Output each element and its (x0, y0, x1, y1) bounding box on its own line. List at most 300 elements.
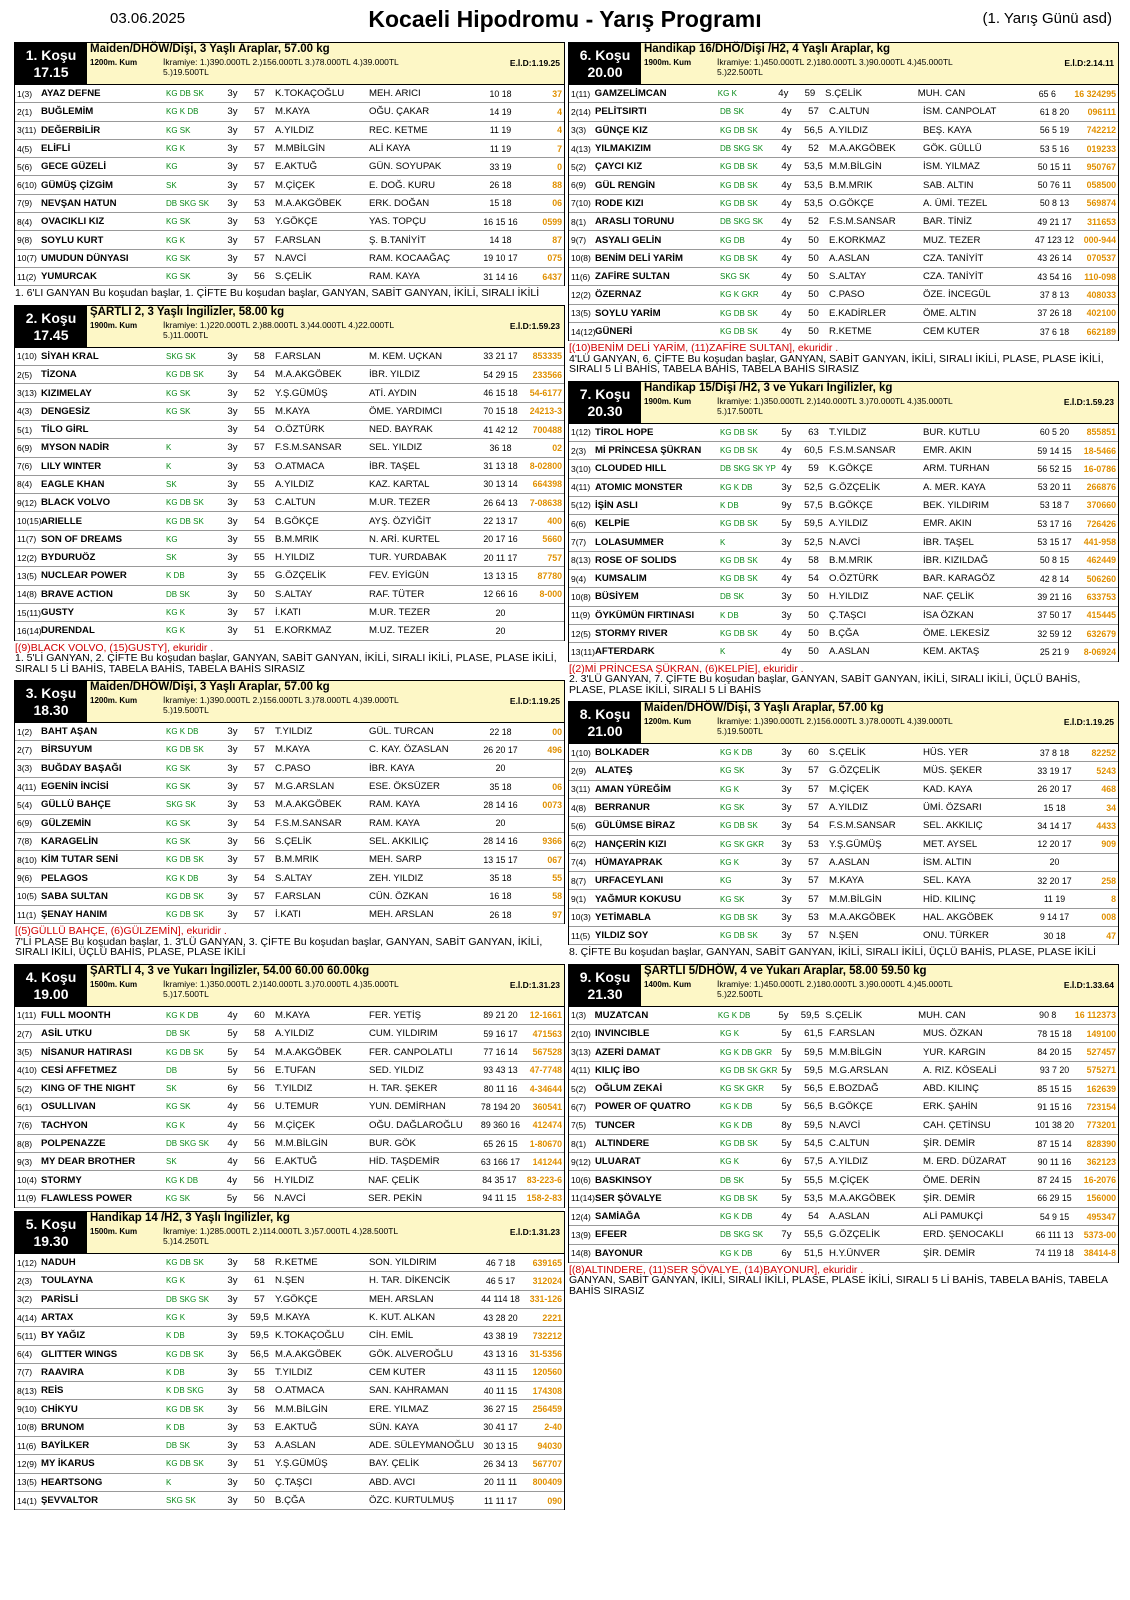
horse-name: GÜNÇE KIZ (595, 124, 648, 136)
trainer: MUZ. TEZER (923, 234, 981, 246)
trainer: REC. KETME (369, 124, 428, 136)
trainer: ÖME. YARDIMCI (369, 405, 443, 417)
horse-name: KİM TUTAR SENİ (41, 854, 119, 866)
runner-row (569, 195, 1118, 213)
equipment: K DB (166, 1331, 185, 1341)
start-number: 7(8) (17, 836, 33, 847)
runner-row (15, 1025, 564, 1043)
runner-row (15, 1190, 564, 1208)
trainer: ERE. YILMAZ (369, 1403, 429, 1415)
start-number: 1(12) (571, 427, 591, 438)
start-number: 11(1) (17, 909, 37, 920)
form: 53 15 17 (1037, 537, 1072, 548)
jockey: H.Y.ÜNVER (829, 1247, 881, 1259)
runner-row (15, 231, 564, 249)
horse-name: BENİM DELİ YARİM (595, 252, 683, 264)
runner-row (15, 122, 564, 140)
horse-name: KELPİE (595, 518, 630, 530)
weight: 55 (254, 552, 265, 564)
form: 11 11 17 (484, 1495, 517, 1506)
trainer: M.UR. TEZER (369, 607, 431, 619)
horse-age: 3y (227, 460, 238, 472)
last-runs: 149100 (1086, 1028, 1116, 1039)
horse-name: FULL MOONTH (41, 1009, 111, 1021)
last-runs: 008 (1101, 912, 1116, 923)
start-number: 2(3) (571, 445, 587, 456)
horse-name: ARIELLE (41, 515, 83, 527)
form: 11 19 (489, 143, 512, 154)
trainer: H. TAR. ŞEKER (369, 1083, 438, 1095)
weight: 50 (808, 252, 819, 264)
equipment: KG K DB (720, 1212, 753, 1222)
horse-age: 3y (227, 533, 238, 545)
prize-line-5: 5.)17.500TL (717, 405, 763, 416)
weight: 54 (254, 817, 265, 829)
equipment: K DB (166, 1422, 185, 1432)
horse-name: GÜMÜŞ ÇİZGİM (41, 179, 113, 191)
start-number: 3(11) (571, 784, 591, 795)
ekuri-note: [(8)ALTINDERE, (11)SER ŞÖVALYE, (14)BAYONUR], ekuridir . (569, 1263, 864, 1276)
last-runs: 723154 (1086, 1101, 1116, 1112)
horse-name: BRAVE ACTION (41, 588, 113, 600)
form: 66 29 15 (1037, 1193, 1072, 1204)
runner-row (15, 158, 564, 176)
form: 50 8 15 (1039, 555, 1070, 566)
jockey: S.ALTAY (829, 271, 867, 283)
race-record: E.İ.D:1.33.64 (1063, 979, 1114, 990)
prize-line: İkramiye: 1.)450.000TL 2.)180.000TL 3.)90.000TL 4.)45.000TL (717, 57, 953, 67)
weight: 59,5 (800, 1009, 820, 1021)
form: 84 35 17 (482, 1175, 517, 1186)
race-header (568, 42, 1119, 85)
weight: 57 (254, 143, 265, 155)
equipment: KG SK (720, 766, 745, 776)
form: 42 8 14 (1039, 573, 1070, 584)
horse-name: FLAWLESS POWER (40, 1192, 133, 1204)
trainer: NAF. ÇELİK (368, 1174, 420, 1186)
equipment: KG K DB (166, 1010, 199, 1020)
weight: 56 (254, 1083, 265, 1095)
form: 77 16 14 (483, 1047, 518, 1058)
equipment: KG DB SK (720, 821, 758, 831)
runners-table (14, 1254, 565, 1510)
horse-name: AZERİ DAMAT (595, 1046, 661, 1058)
start-number: 1(2) (17, 726, 33, 737)
horse-name: MY İKARUS (41, 1458, 95, 1470)
race-note (568, 341, 1119, 380)
last-runs: 462449 (1086, 555, 1116, 566)
runner-row (15, 778, 564, 796)
horse-name: EFEER (595, 1229, 627, 1241)
last-runs: 075 (547, 253, 562, 264)
start-number: 8(8) (17, 1138, 33, 1149)
last-runs: 5373-00 (1083, 1229, 1116, 1240)
weight: 56 (254, 1119, 265, 1131)
form: 65 26 15 (483, 1138, 518, 1149)
start-number: 6(4) (17, 1349, 33, 1360)
horse-age: 3y (227, 552, 238, 564)
horse-name: BUĞLEMİM (41, 106, 94, 118)
runner-row (15, 1291, 564, 1309)
trainer: RAM. KAYA (369, 799, 420, 811)
race-time: 17.15 (33, 64, 69, 80)
start-number: 5(6) (571, 820, 587, 831)
equipment: KG DB SK (166, 855, 204, 865)
runner-row (15, 213, 564, 231)
horse-age: 3y (781, 893, 792, 905)
horse-age: 3y (227, 424, 238, 436)
trainer: BUR. KUTLU (923, 426, 981, 438)
horse-name: REİS (41, 1385, 64, 1397)
equipment: DB SKG SK (166, 198, 210, 208)
jockey: A.ASLAN (829, 1211, 870, 1223)
horse-age: 5y (778, 1009, 789, 1021)
equipment: KG DB SK (166, 370, 204, 380)
page-title: Kocaeli Hipodromu - Yarış Programı (368, 6, 762, 32)
race-prize (163, 695, 399, 715)
horse-age: 4y (781, 197, 792, 209)
horse-name: TİROL HOPE (595, 426, 654, 438)
weight: 57 (808, 802, 819, 814)
horse-age: 5y (781, 1083, 792, 1095)
jockey: T.YILDIZ (275, 1366, 313, 1378)
horse-name: SON OF DREAMS (41, 533, 123, 545)
runner-row (15, 494, 564, 512)
equipment: K (166, 1477, 172, 1487)
form: 44 114 18 (481, 1294, 520, 1305)
equipment: KG K DB (166, 727, 199, 737)
last-runs: 06 (552, 198, 562, 209)
runner-row (569, 1245, 1118, 1263)
jockey: M.A.AKGÖBEK (275, 1046, 342, 1058)
jockey: F.ARSLAN (275, 350, 321, 362)
trainer: GÖK. ALVEROĞLU (369, 1348, 454, 1360)
start-number: 8(1) (571, 1138, 587, 1149)
runner-row (569, 854, 1118, 872)
runner-row (15, 760, 564, 778)
last-runs: 4433 (1096, 820, 1116, 831)
jockey: O.ÖZTÜRK (829, 573, 879, 585)
form: 89 360 16 (480, 1120, 521, 1131)
last-runs: 8-02800 (529, 461, 562, 472)
start-number: 13(5) (17, 570, 37, 581)
jockey: Y.GÖKÇE (275, 216, 318, 228)
race-header (14, 42, 565, 85)
equipment: KG K (717, 89, 737, 99)
race-day-label: (1. Yarış Günü asd) (982, 10, 1112, 27)
weight: 51,5 (804, 1247, 823, 1259)
race-prize (163, 320, 394, 340)
horse-name: BAYİLKER (41, 1440, 90, 1452)
weight: 57 (254, 1293, 265, 1305)
jockey: F.ARSLAN (829, 1028, 875, 1040)
runner-row (569, 1080, 1118, 1098)
start-number: 10(4) (17, 1175, 37, 1186)
equipment: DB SK (166, 1029, 191, 1039)
jockey: F.S.M.SANSAR (829, 445, 896, 457)
horse-name: YETİMABLA (595, 911, 651, 923)
trainer: CEM KUTER (369, 1366, 426, 1378)
jockey: F.S.M.SANSAR (275, 442, 342, 454)
horse-name: STORMY (40, 1174, 82, 1186)
runner-row (15, 1364, 564, 1382)
trainer: ÖME. DERİN (923, 1174, 981, 1186)
form: 43 13 16 (483, 1349, 518, 1360)
last-runs: 496 (547, 744, 562, 755)
last-runs: 162639 (1086, 1083, 1116, 1094)
runner-row (15, 1455, 564, 1473)
trainer: YUN. DEMİRHAN (369, 1101, 446, 1113)
runner-row (569, 909, 1118, 927)
runner-row (15, 604, 564, 622)
race-number: 3. Koşu (25, 685, 77, 702)
horse-name: KUMSALIM (595, 573, 647, 585)
last-runs: 639165 (532, 1257, 562, 1268)
equipment: DB SKG SK (166, 1139, 210, 1148)
jockey: E.BOZDAĞ (829, 1083, 879, 1095)
race-distance: 1900m. Kum (644, 58, 692, 67)
start-number: 10(6) (571, 1175, 591, 1186)
runner-row (15, 586, 564, 604)
form: 11 19 (489, 125, 512, 136)
last-runs: 02 (552, 442, 562, 453)
last-runs: 58 (552, 891, 562, 902)
form: 30 13 15 (483, 1440, 518, 1451)
runner-row (15, 851, 564, 869)
weight: 54 (254, 1046, 265, 1058)
start-number: 2(1) (17, 106, 33, 117)
jockey: M.ÇİÇEK (829, 783, 869, 795)
horse-age: 3y (227, 1275, 238, 1287)
form: 26 18 (489, 909, 512, 920)
race-number: 2. Koşu (25, 309, 77, 326)
horse-age: 4y (781, 554, 792, 566)
form: 20 (495, 625, 506, 636)
last-runs: 506260 (1086, 573, 1116, 584)
last-runs: 0 (557, 161, 562, 172)
horse-age: 3y (227, 234, 238, 246)
form: 37 26 18 (1037, 308, 1072, 319)
equipment: KG K DB (166, 107, 199, 117)
weight: 50 (808, 289, 819, 301)
horse-age: 3y (227, 872, 238, 884)
start-number: 12(5) (571, 628, 591, 639)
runner-row (569, 305, 1118, 323)
form: 11 19 (1043, 894, 1066, 905)
start-number: 9(12) (17, 497, 37, 508)
trainer: BUR. GÖK (369, 1138, 416, 1149)
form: 14 19 (489, 106, 512, 117)
jockey: M.A.AKGÖBEK (829, 143, 896, 155)
start-number: 11(9) (571, 610, 591, 621)
horse-name: EGENİN İNCİSİ (41, 781, 109, 793)
equipment: KG DB SK (720, 327, 758, 336)
form: 20 (495, 763, 506, 774)
last-runs: 97 (552, 909, 562, 920)
horse-name: PARİSLİ (41, 1293, 79, 1305)
last-runs: 94030 (537, 1440, 562, 1451)
horse-name: BERRANUR (595, 802, 650, 814)
jockey: Y.Ş.GÜMÜŞ (275, 387, 328, 399)
trainer: A. ÜMİ. TEZEL (923, 197, 988, 209)
equipment: KG SK (166, 125, 191, 135)
weight: 57 (808, 783, 819, 795)
jockey: B.M.MRIK (829, 179, 873, 191)
form: 50 8 13 (1039, 198, 1070, 209)
jockey: F.ARSLAN (275, 234, 321, 246)
runner-row (569, 1226, 1118, 1244)
form: 50 76 11 (1037, 180, 1072, 191)
jockey: E.TUFAN (275, 1064, 316, 1076)
trainer: CEM KUTER (923, 326, 980, 337)
jockey: M.M.BİLGİN (275, 1138, 328, 1149)
race-header (14, 305, 565, 348)
jockey: M.A.AKGÖBEK (829, 911, 896, 923)
start-number: 15(11) (17, 607, 41, 618)
weight: 55,5 (804, 1229, 823, 1241)
horse-age: 3y (781, 536, 792, 548)
form: 70 15 18 (483, 406, 518, 417)
last-runs: 16 112373 (1074, 1010, 1116, 1021)
horse-age: 4y (781, 307, 792, 319)
form: 54 9 15 (1039, 1211, 1070, 1222)
horse-name: SER ŞÖVALYE (595, 1192, 662, 1204)
start-number: 6(1) (17, 1101, 33, 1112)
horse-age: 4y (781, 1211, 792, 1223)
equipment: DB SKG SK (720, 144, 764, 154)
equipment: KG SK (166, 253, 191, 263)
jockey: B.M.MRIK (275, 533, 319, 545)
race-header (568, 381, 1119, 424)
start-number: 7(6) (17, 1120, 33, 1131)
runner-row (569, 1117, 1118, 1135)
horse-age: 3y (781, 591, 792, 603)
form: 26 64 13 (483, 497, 518, 508)
horse-age: 3y (227, 1440, 238, 1452)
race-block (568, 42, 1119, 380)
race-distance: 1200m. Kum (644, 717, 692, 727)
last-runs: 16-2076 (1083, 1175, 1116, 1186)
trainer: SEL. YILDIZ (369, 442, 423, 454)
race-note (568, 945, 1119, 963)
horse-name: ROSE OF SOLIDS (595, 554, 677, 566)
last-runs: 9366 (542, 836, 562, 847)
equipment: KG K DB (720, 482, 753, 492)
form: 25 21 9 (1039, 646, 1070, 657)
horse-name: NUCLEAR POWER (41, 570, 127, 582)
weight: 50 (254, 1476, 265, 1488)
horse-age: 7y (781, 1229, 792, 1241)
runner-row (15, 366, 564, 384)
jockey: M.ÇİÇEK (275, 1119, 315, 1131)
runner-row (15, 1043, 564, 1061)
last-runs: 000-944 (1083, 235, 1116, 246)
start-number: 6(9) (17, 442, 33, 453)
horse-name: SOYLU KURT (41, 234, 104, 246)
horse-name: AMAN YÜREĞİM (595, 783, 672, 795)
race-record: E.İ.D:1.59.23 (1063, 396, 1114, 407)
jockey: A.YILDIZ (829, 1156, 868, 1168)
last-runs: 16-0786 (1083, 463, 1116, 474)
jockey: M.KAYA (275, 405, 310, 417)
form: 16 18 (489, 891, 512, 902)
horse-age: 4y (781, 326, 792, 337)
horse-age: 4y (227, 1009, 238, 1021)
prize-line-5: 5.)22.500TL (717, 67, 763, 77)
trainer: ERK. ŞAHİN (923, 1101, 978, 1113)
runner-row (15, 103, 564, 121)
horse-name: ÖYKÜMÜN FIRTINASI (595, 609, 695, 621)
jockey: M.MBİLGİN (275, 143, 326, 155)
start-number: 8(10) (17, 854, 37, 865)
trainer: ÖME. ALTIN (923, 307, 977, 319)
horse-age: 3y (227, 909, 238, 921)
trainer: SER. PEKİN (368, 1192, 423, 1204)
race-number-box (15, 681, 87, 722)
weight: 52,5 (804, 481, 823, 493)
horse-age: 4y (781, 628, 792, 640)
last-runs: 82252 (1091, 747, 1116, 758)
form: 37 50 17 (1037, 610, 1072, 621)
form: 28 14 16 (483, 836, 518, 847)
horse-name: ŞEVVALTOR (41, 1495, 99, 1507)
weight: 50 (808, 271, 819, 283)
trainer: EMR. AKIN (923, 518, 972, 530)
start-number: 6(7) (571, 1101, 587, 1112)
horse-age: 3y (227, 369, 238, 381)
horse-age: 3y (781, 747, 792, 759)
horse-name: OĞLUM ZEKAİ (595, 1083, 663, 1095)
race-number-box (15, 306, 87, 347)
runner-row (569, 625, 1118, 643)
start-number: 16(14) (17, 625, 42, 636)
horse-name: BAYONUR (595, 1247, 643, 1259)
weight: 56,5 (804, 124, 823, 136)
runner-row (569, 817, 1118, 835)
trainer: AYŞ. ÖZYİĞİT (369, 515, 432, 527)
equipment: KG DB SK (166, 745, 204, 755)
jockey: M.M.BİLGİN (829, 161, 882, 173)
race-number: 9. Koşu (579, 968, 631, 985)
form: 33 21 17 (483, 351, 518, 362)
trainer: ŞİR. DEMİR (923, 1192, 976, 1204)
weight: 57 (254, 88, 265, 100)
form: 87 15 14 (1037, 1138, 1072, 1149)
form: 53 20 11 (1037, 482, 1072, 493)
jockey: İ.KATI (275, 909, 301, 921)
start-number: 5(1) (17, 424, 33, 435)
jockey: E.AKTUĞ (275, 1156, 318, 1168)
equipment: SKG SK (166, 1496, 196, 1506)
weight: 57 (254, 252, 265, 264)
last-runs: 569874 (1086, 198, 1116, 209)
equipment: KG K (166, 608, 186, 618)
race-number-box (569, 702, 641, 743)
jockey: A.YILDIZ (275, 478, 314, 490)
start-number: 1(3) (17, 88, 33, 99)
equipment: K DB (720, 500, 739, 510)
weight: 50 (808, 307, 819, 319)
horse-name: ÖZERNAZ (595, 289, 642, 301)
form: 30 41 17 (483, 1422, 518, 1433)
last-runs: 141244 (532, 1156, 562, 1167)
start-number: 14(12) (571, 326, 596, 337)
last-runs: 495347 (1086, 1211, 1116, 1222)
trainer: HİD. KILINÇ (923, 893, 976, 905)
horse-name: STORMY RIVER (595, 628, 668, 640)
jockey: N.ŞEN (275, 1275, 305, 1287)
jockey: O.ATMACA (275, 1385, 325, 1397)
